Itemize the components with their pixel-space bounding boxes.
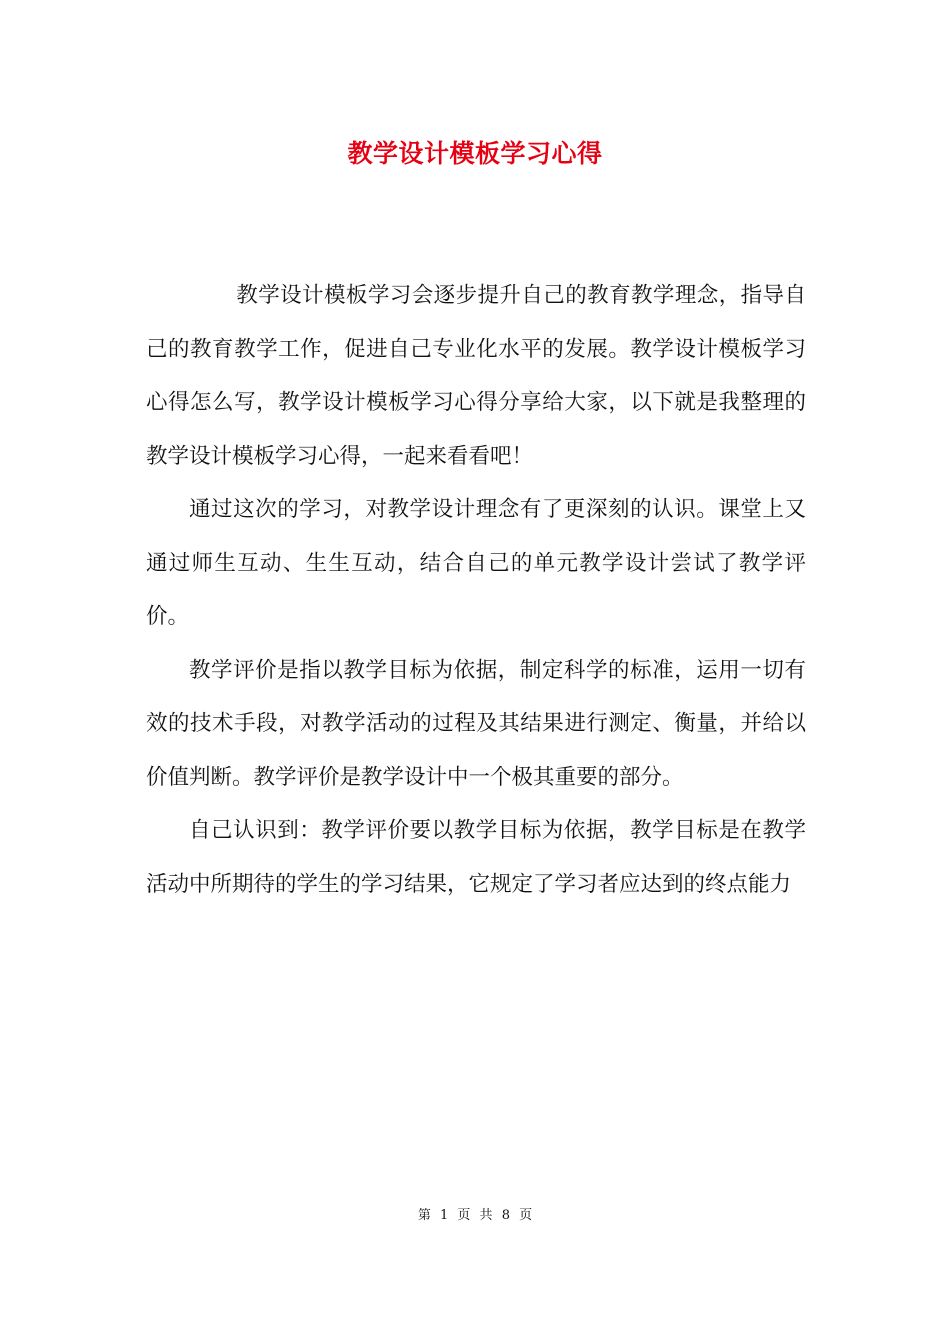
paragraph-evaluation-definition: 教学评价是指以教学目标为依据，制定科学的标准，运用一切有效的技术手段，对教学活动的过程及其结果进行测定、衡量，并给以价值判断。教学评价是教学设计中一个极其重要的部分。: [146, 657, 806, 790]
paragraph-evaluation-goals: 自己认识到：教学评价要以教学目标为依据，教学目标是在教学活动中所期待的学生的学习结果，它规定了学习者应达到的终点能力: [146, 818, 806, 897]
paragraph-learning: 通过这次的学习，对教学设计理念有了更深刻的认识。课堂上又通过师生互动、生生互动，结合自己的单元教学设计尝试了教学评价。: [146, 497, 806, 629]
paragraph-intro: 教学设计模板学习会逐步提升自己的教育教学理念，指导自己的教育教学工作，促进自己专业化水平的发展。教学设计模板学习心得怎么写，教学设计模板学习心得分享给大家，以下就是我整理的教学设计模板学习心得，一起来看看吧！: [146, 283, 806, 469]
page-number-footer: 第 1 页 共 8 页: [417, 1208, 533, 1223]
document-body: [146, 269, 806, 911]
document-title: 教学设计模板学习心得: [347, 139, 603, 168]
